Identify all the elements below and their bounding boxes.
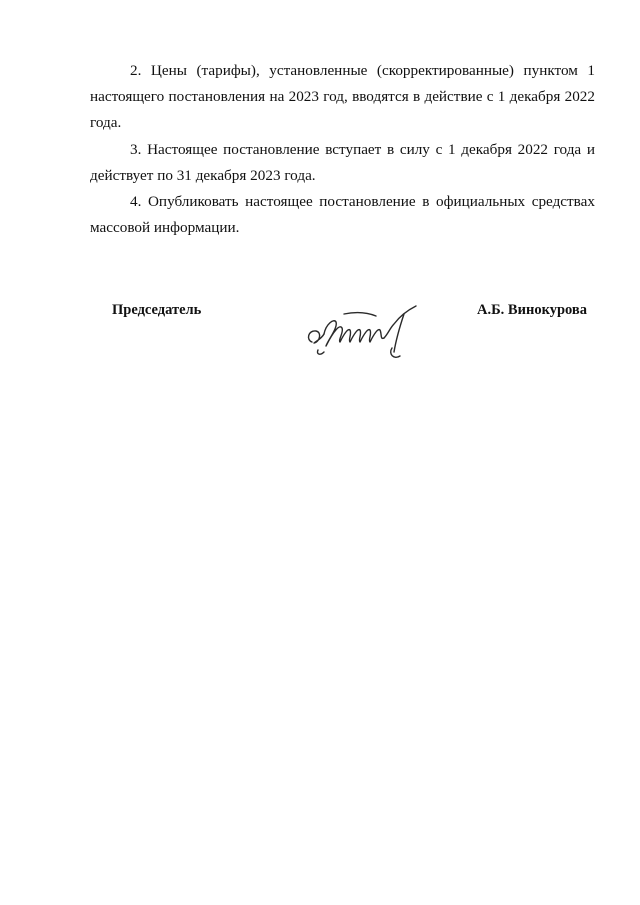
paragraph-2: 2. Цены (тарифы), установленные (скорректированные) пунктом 1 настоящего постановления на 2023 год, вводятся в действие с 1 декабря 2022 года. — [90, 62, 595, 132]
signature-block — [112, 300, 587, 370]
signer-name: А.Б. Винокурова — [477, 302, 587, 318]
paragraph-3: 3. Настоящее постановление вступает в силу с 1 декабря 2022 года и действует по 31 декабря 2023 года. — [90, 140, 595, 184]
paragraph-4: 4. Опубликовать настоящее постановление в официальных средствах массовой информации. — [90, 193, 595, 237]
signer-title: Председатель — [112, 302, 202, 318]
document-body — [90, 58, 595, 241]
handwritten-signature-icon — [304, 300, 434, 360]
